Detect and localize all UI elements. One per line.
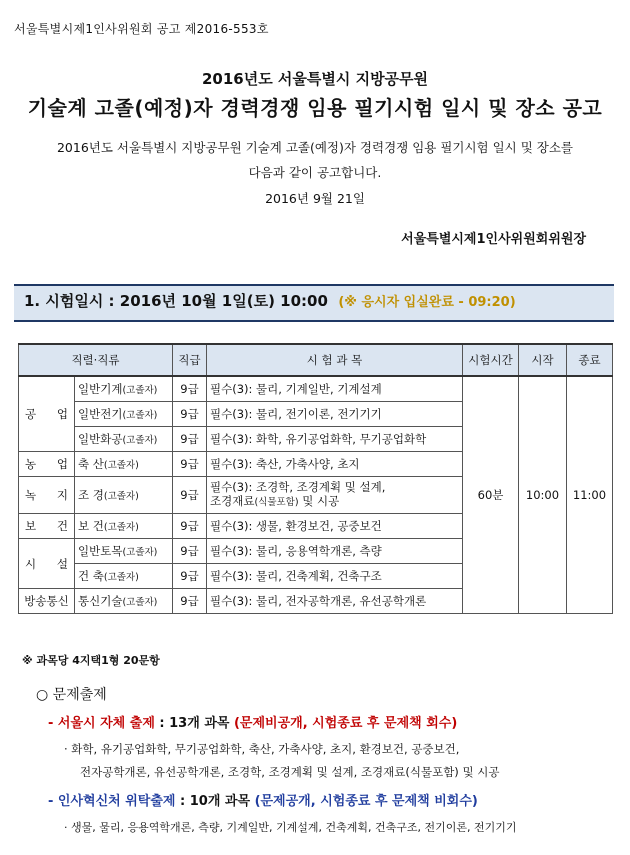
grade-cell: 9급 xyxy=(173,514,207,539)
title-line-1: 2016년도 서울특별시 지방공무원 xyxy=(201,70,429,88)
job-cell: 일반전기(고졸자) xyxy=(75,402,173,427)
section1-note: (※ 응시자 입실완료 - 09:20) xyxy=(338,295,516,310)
exam-setting-heading: ○ 문제출제 xyxy=(36,687,107,703)
subjects-cell: 필수(3): 화학, 유기공업화학, 무기공업화학 xyxy=(207,427,463,452)
notice-number: 서울특별시제1인사위원회 공고 제2016-553호 xyxy=(14,22,269,36)
grade-cell: 9급 xyxy=(173,427,207,452)
header-duration: 시험시간 xyxy=(463,344,519,376)
signer: 서울특별시제1인사위원회위원장 xyxy=(401,232,586,247)
subjects-cell: 필수(3): 물리, 응용역학개론, 측량 xyxy=(207,539,463,564)
item1-detail-1: · 화학, 유기공업화학, 무기공업화학, 축산, 가축사양, 초지, 환경보건, 공중보건, xyxy=(64,742,460,756)
exam-setting-item-1: - 서울시 자체 출제 : 13개 과목 (문제비공개, 시험종료 후 문제책 회수) xyxy=(48,716,458,731)
item2-detail: · 생물, 물리, 응용역학개론, 측량, 기계일반, 기계설계, 건축계획, 건축구조, 전기이론, 전기기기 xyxy=(64,821,517,834)
grade-cell: 9급 xyxy=(173,452,207,477)
grade-cell: 9급 xyxy=(173,539,207,564)
group-cell: 시 설 xyxy=(19,539,75,589)
table-header-row xyxy=(19,344,613,376)
subjects-cell: 필수(3): 물리, 전기이론, 전기기기 xyxy=(207,402,463,427)
section1-heading xyxy=(24,290,516,311)
subjects-cell: 필수(3): 물리, 기계일반, 기계설계 xyxy=(207,376,463,402)
grade-cell: 9급 xyxy=(173,589,207,614)
duration-cell: 60분 xyxy=(463,376,519,614)
group-cell: 공 업 xyxy=(19,376,75,452)
item1-detail-2: 전자공학개론, 유선공학개론, 조경학, 조경계획 및 설계, 조경재료(식물포함) 및 시공 xyxy=(80,765,500,779)
body-line-1: 2016년도 서울특별시 지방공무원 기술계 고졸(예정)자 경력경쟁 임용 필기시험 일시 및 장소를 xyxy=(56,140,573,155)
subjects-cell: 필수(3): 물리, 건축계획, 건축구조 xyxy=(207,564,463,589)
grade-cell: 9급 xyxy=(173,376,207,402)
schedule-table xyxy=(18,343,613,614)
end-cell: 11:00 xyxy=(567,376,613,614)
group-cell: 방송통신 xyxy=(19,589,75,614)
start-cell: 10:00 xyxy=(519,376,567,614)
section1-label: 1. 시험일시 : 2016년 10월 1일(토) 10:00 xyxy=(24,292,328,310)
job-cell: 일반토목(고졸자) xyxy=(75,539,173,564)
header-start: 시작 xyxy=(519,344,567,376)
item2-source: 인사혁신처 위탁출제 xyxy=(57,794,176,809)
subjects-cell: 필수(3): 축산, 가축사양, 초지 xyxy=(207,452,463,477)
grade-cell: 9급 xyxy=(173,402,207,427)
grade-cell: 9급 xyxy=(173,564,207,589)
header-subjects: 시 험 과 목 xyxy=(207,344,463,376)
header-end: 종료 xyxy=(567,344,613,376)
body-line-2: 다음과 같이 공고합니다. xyxy=(248,165,382,180)
job-cell: 일반기계(고졸자) xyxy=(75,376,173,402)
notice-date: 2016년 9월 21일 xyxy=(265,191,365,206)
item2-condition: (문제공개, 시험종료 후 문제책 비회수) xyxy=(254,794,478,809)
group-cell: 녹 지 xyxy=(19,477,75,514)
job-cell: 보 건(고졸자) xyxy=(75,514,173,539)
header-grade: 직급 xyxy=(173,344,207,376)
title-line-2: 기술계 고졸(예정)자 경력경쟁 임용 필기시험 일시 및 장소 공고 xyxy=(27,96,603,120)
item1-source: 서울시 자체 출제 xyxy=(57,716,155,731)
job-cell: 일반화공(고졸자) xyxy=(75,427,173,452)
subjects-cell: 필수(3): 조경학, 조경계획 및 설계, 조경재료(식물포함) 및 시공 xyxy=(207,477,463,514)
exam-setting-item-2: - 인사혁신처 위탁출제 : 10개 과목 (문제공개, 시험종료 후 문제책 비회수) xyxy=(48,794,478,809)
job-cell: 건 축(고졸자) xyxy=(75,564,173,589)
footnote: ※ 과목당 4지택1형 20문항 xyxy=(22,654,160,667)
item1-condition: (문제비공개, 시험종료 후 문제책 회수) xyxy=(233,716,458,731)
job-cell: 통신기술(고졸자) xyxy=(75,589,173,614)
subjects-cell: 필수(3): 생물, 환경보건, 공중보건 xyxy=(207,514,463,539)
group-cell: 보 건 xyxy=(19,514,75,539)
subjects-cell: 필수(3): 물리, 전자공학개론, 유선공학개론 xyxy=(207,589,463,614)
grade-cell: 9급 xyxy=(173,477,207,514)
job-cell: 조 경(고졸자) xyxy=(75,477,173,514)
header-job: 직렬·직류 xyxy=(19,344,173,376)
job-cell: 축 산(고졸자) xyxy=(75,452,173,477)
group-cell: 농 업 xyxy=(19,452,75,477)
table-row xyxy=(19,376,613,402)
